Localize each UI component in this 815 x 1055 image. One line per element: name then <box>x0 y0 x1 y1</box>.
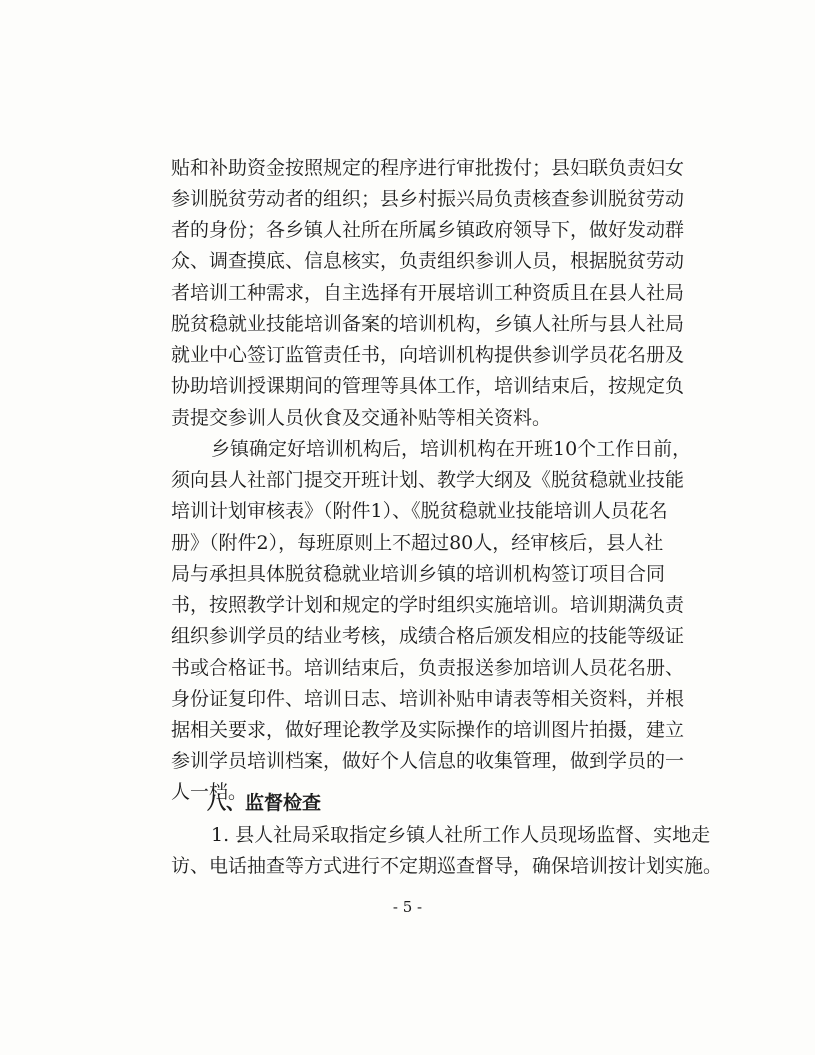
body-line: 组织参训学员的结业考核，成绩合格后颁发相应的技能等级证 <box>171 625 685 647</box>
body-line: 1. 县人社局采取指定乡镇人社所工作人员现场监督、实地走 <box>211 824 711 846</box>
body-line: 者的身份；各乡镇人社所在所属乡镇政府领导下，做好发动群 <box>171 219 685 241</box>
body-line: 贴和补助资金按照规定的程序进行审批拨付；县妇联负责妇女 <box>171 157 685 179</box>
body-line: 据相关要求，做好理论教学及实际操作的培训图片拍摄，建立 <box>171 719 685 741</box>
body-line: 脱贫稳就业技能培训备案的培训机构，乡镇人社所与县人社局 <box>171 313 685 335</box>
body-line: 访、电话抽查等方式进行不定期巡查督导，确保培训按计划实施。 <box>171 855 723 877</box>
body-line: 责提交参训人员伙食及交通补贴等相关资料。 <box>171 407 552 429</box>
body-line: 参训学员培训档案，做好个人信息的收集管理，做到学员的一 <box>171 750 685 772</box>
body-line: 局与承担具体脱贫稳就业培训乡镇的培训机构签订项目合同 <box>171 563 666 585</box>
page-number: - 5 - <box>392 898 423 916</box>
body-line: 乡镇确定好培训机构后，培训机构在开班10个工作日前， <box>211 438 692 460</box>
body-line: 者培训工种需求，自主选择有开展培训工种资质且在县人社局 <box>171 282 685 304</box>
body-line: 参训脱贫劳动者的组织；县乡村振兴局负责核查参训脱贫劳动 <box>171 188 685 210</box>
body-line: 协助培训授课期间的管理等具体工作，培训结束后，按规定负 <box>171 375 685 397</box>
body-line: 书或合格证书。培训结束后，负责报送参加培训人员花名册、 <box>171 657 685 679</box>
body-line: 身份证复印件、培训日志、培训补贴申请表等相关资料，并根 <box>171 688 685 710</box>
section-heading: 八、监督检查 <box>207 792 322 814</box>
body-line: 书，按照教学计划和规定的学时组织实施培训。培训期满负责 <box>171 594 685 616</box>
body-line: 众、调查摸底、信息核实，负责组织参训人员，根据脱贫劳动 <box>171 250 685 272</box>
body-line: 培训计划审核表》（附件1）、《脱贫稳就业技能培训人员花名 <box>171 500 668 522</box>
body-line: 须向县人社部门提交开班计划、教学大纲及《脱贫稳就业技能 <box>171 469 685 491</box>
body-line: 册》（附件2），每班原则上不超过80人，经审核后，县人社 <box>171 532 664 554</box>
body-line: 人一档。 <box>171 781 248 803</box>
body-line: 就业中心签订监管责任书，向培训机构提供参训学员花名册及 <box>171 344 685 366</box>
